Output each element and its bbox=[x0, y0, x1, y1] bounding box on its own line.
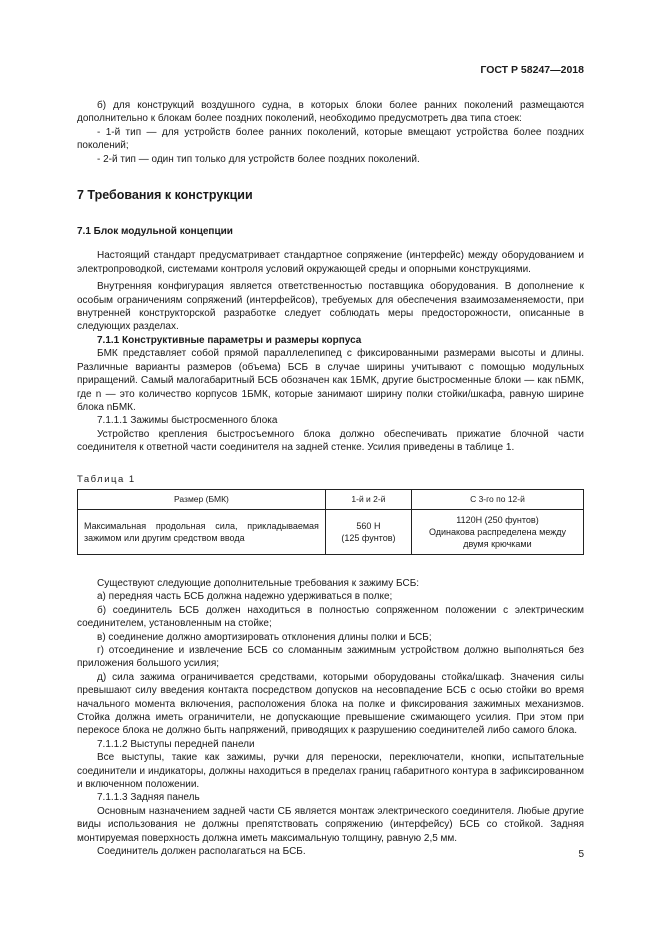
table-cell-3-12-note: Одинакова распределена между двумя крючками bbox=[428, 526, 566, 549]
section-7-1-1-2-paragraph: Все выступы, такие как зажимы, ручки для переноски, переключатели, кнопки, испытательные соединители и индикаторы, должны находиться в пределах границ габаритного контура в зафиксированном и включенном положении. bbox=[77, 752, 584, 791]
page-number: 5 bbox=[578, 849, 584, 860]
intro-paragraph-b: б) для конструкций воздушного судна, в которых блоки более ранних поколений размещаются дополнительно к блокам более поздних поколений, необходимо предусмотреть два типа стоек: bbox=[77, 100, 584, 125]
table-cell-1-2 bbox=[325, 509, 411, 554]
intro-list-item-1: - 1-й тип — для устройств более ранних поколений, которые вмещают устройства более поздних поколений; bbox=[77, 126, 584, 152]
section-7-1-1-title: 7.1.1 Конструктивные параметры и размеры корпуса bbox=[97, 334, 362, 346]
intro-list-item-2: - 2-й тип — один тип только для устройств более поздних поколений. bbox=[97, 153, 420, 165]
table-row bbox=[78, 509, 584, 554]
document-id: ГОСТ Р 58247—2018 bbox=[480, 64, 584, 76]
requirement-d: г) отсоединение и извлечение БСБ со сломанным зажимным устройством должно выполняться без приложения большого усилия; bbox=[77, 644, 584, 670]
table-header-size: Размер (БМК) bbox=[78, 489, 326, 509]
section-7-1-title: 7.1 Блок модульной концепции bbox=[77, 226, 233, 238]
table-header-3-12: С 3-го по 12-й bbox=[411, 489, 583, 509]
table-1 bbox=[77, 489, 584, 555]
requirement-c: в) соединение должно амортизировать отклонения длины полки и БСБ; bbox=[97, 631, 432, 643]
section-7-1-1-3-paragraph-1: Основным назначением задней части СБ является монтаж электрического соединителя. Любые другие виды использования не должны препятствовать сопряжению (интерфейсу) БСБ со стойкой. Задняя монтируемая поверхность должна иметь максимальную толщину, равную 2,5 мм. bbox=[77, 805, 584, 844]
requirement-e: д) сила зажима ограничивается средствами, которыми оборудованы стойка/шкаф. Значения силы превышают силу введения контакта посредством допусков на несовпадение БСБ с осью стойки во время начального момента включения, расположения блока на полке и фиксирования зажимных механизмов. Стойка должна иметь ограничители, не допускающие превышение сжимающего усилия. При этом при перекосе блока не должно быть напряжений, приводящих к разрушению соединителей либо самого блока. bbox=[77, 671, 584, 737]
section-7-1-1-2-title: 7.1.1.2 Выступы передней панели bbox=[97, 738, 255, 750]
section-7-title: 7 Требования к конструкции bbox=[77, 188, 253, 203]
table-row-label: Максимальная продольная сила, прикладываемая зажимом или другим средством ввода bbox=[78, 509, 326, 554]
section-7-1-1-3-title: 7.1.1.3 Задняя панель bbox=[97, 792, 200, 804]
table-caption: Таблица 1 bbox=[77, 473, 136, 485]
section-7-1-1-1-title: 7.1.1.1 Зажимы быстросменного блока bbox=[97, 415, 278, 427]
requirement-a: а) передняя часть БСБ должна надежно удерживаться в полке; bbox=[97, 591, 393, 603]
table-header-1-2: 1-й и 2-й bbox=[325, 489, 411, 509]
table-cell-1-2-value: 560 Н bbox=[356, 520, 381, 531]
section-7-1-paragraph-2: Внутренняя конфигурация является ответственностью поставщика оборудования. В дополнение к особым ограничениям сопряжений (интерфейсов), требуемых для обеспечения взаимозаменяемости, при внутренней конструкторской разработке следует соблюдать меры предосторожности, описанные в следующих разделах. bbox=[77, 281, 584, 333]
table-cell-3-12-value: 1120Н (250 фунтов) bbox=[456, 514, 539, 525]
table-cell-1-2-note: (125 фунтов) bbox=[341, 532, 396, 543]
page-content bbox=[77, 99, 584, 858]
table-header-row bbox=[78, 489, 584, 509]
section-7-1-1-1-paragraph: Устройство крепления быстросъемного блока должно обеспечивать прижатие блочной части соединителя к ответной части соединителя на задней стенке. Усилия приведены в таблице 1. bbox=[77, 428, 584, 454]
requirements-lead: Существуют следующие дополнительные требования к зажиму БСБ: bbox=[97, 577, 420, 589]
requirement-b: б) соединитель БСБ должен находиться в полностью сопряженном положении с электрическим соединителем, установленным на стойке; bbox=[77, 604, 584, 630]
section-7-1-1-paragraph: БМК представляет собой прямой параллелепипед с фиксированными размерами высоты и длины. Различные варианты размеров (объема) БСБ в случае ширины учитывают с помощью модульных приращений. Самый малогабаритный БСБ обозначен как 1БМК, другие быстросменные блоки — как nБМК, где n — это количество корпусов 1БМК, которые занимают ширину полки стойки/шкафа, равную ширине блока nБМК. bbox=[77, 348, 584, 413]
table-cell-3-12 bbox=[411, 509, 583, 554]
section-7-1-1-3-paragraph-2: Соединитель должен располагаться на БСБ. bbox=[97, 846, 306, 858]
section-7-1-paragraph-1: Настоящий стандарт предусматривает стандартное сопряжение (интерфейс) между оборудованием и электропроводкой, системами контроля условий окружающей среды и опорными конструкциями. bbox=[77, 250, 584, 275]
